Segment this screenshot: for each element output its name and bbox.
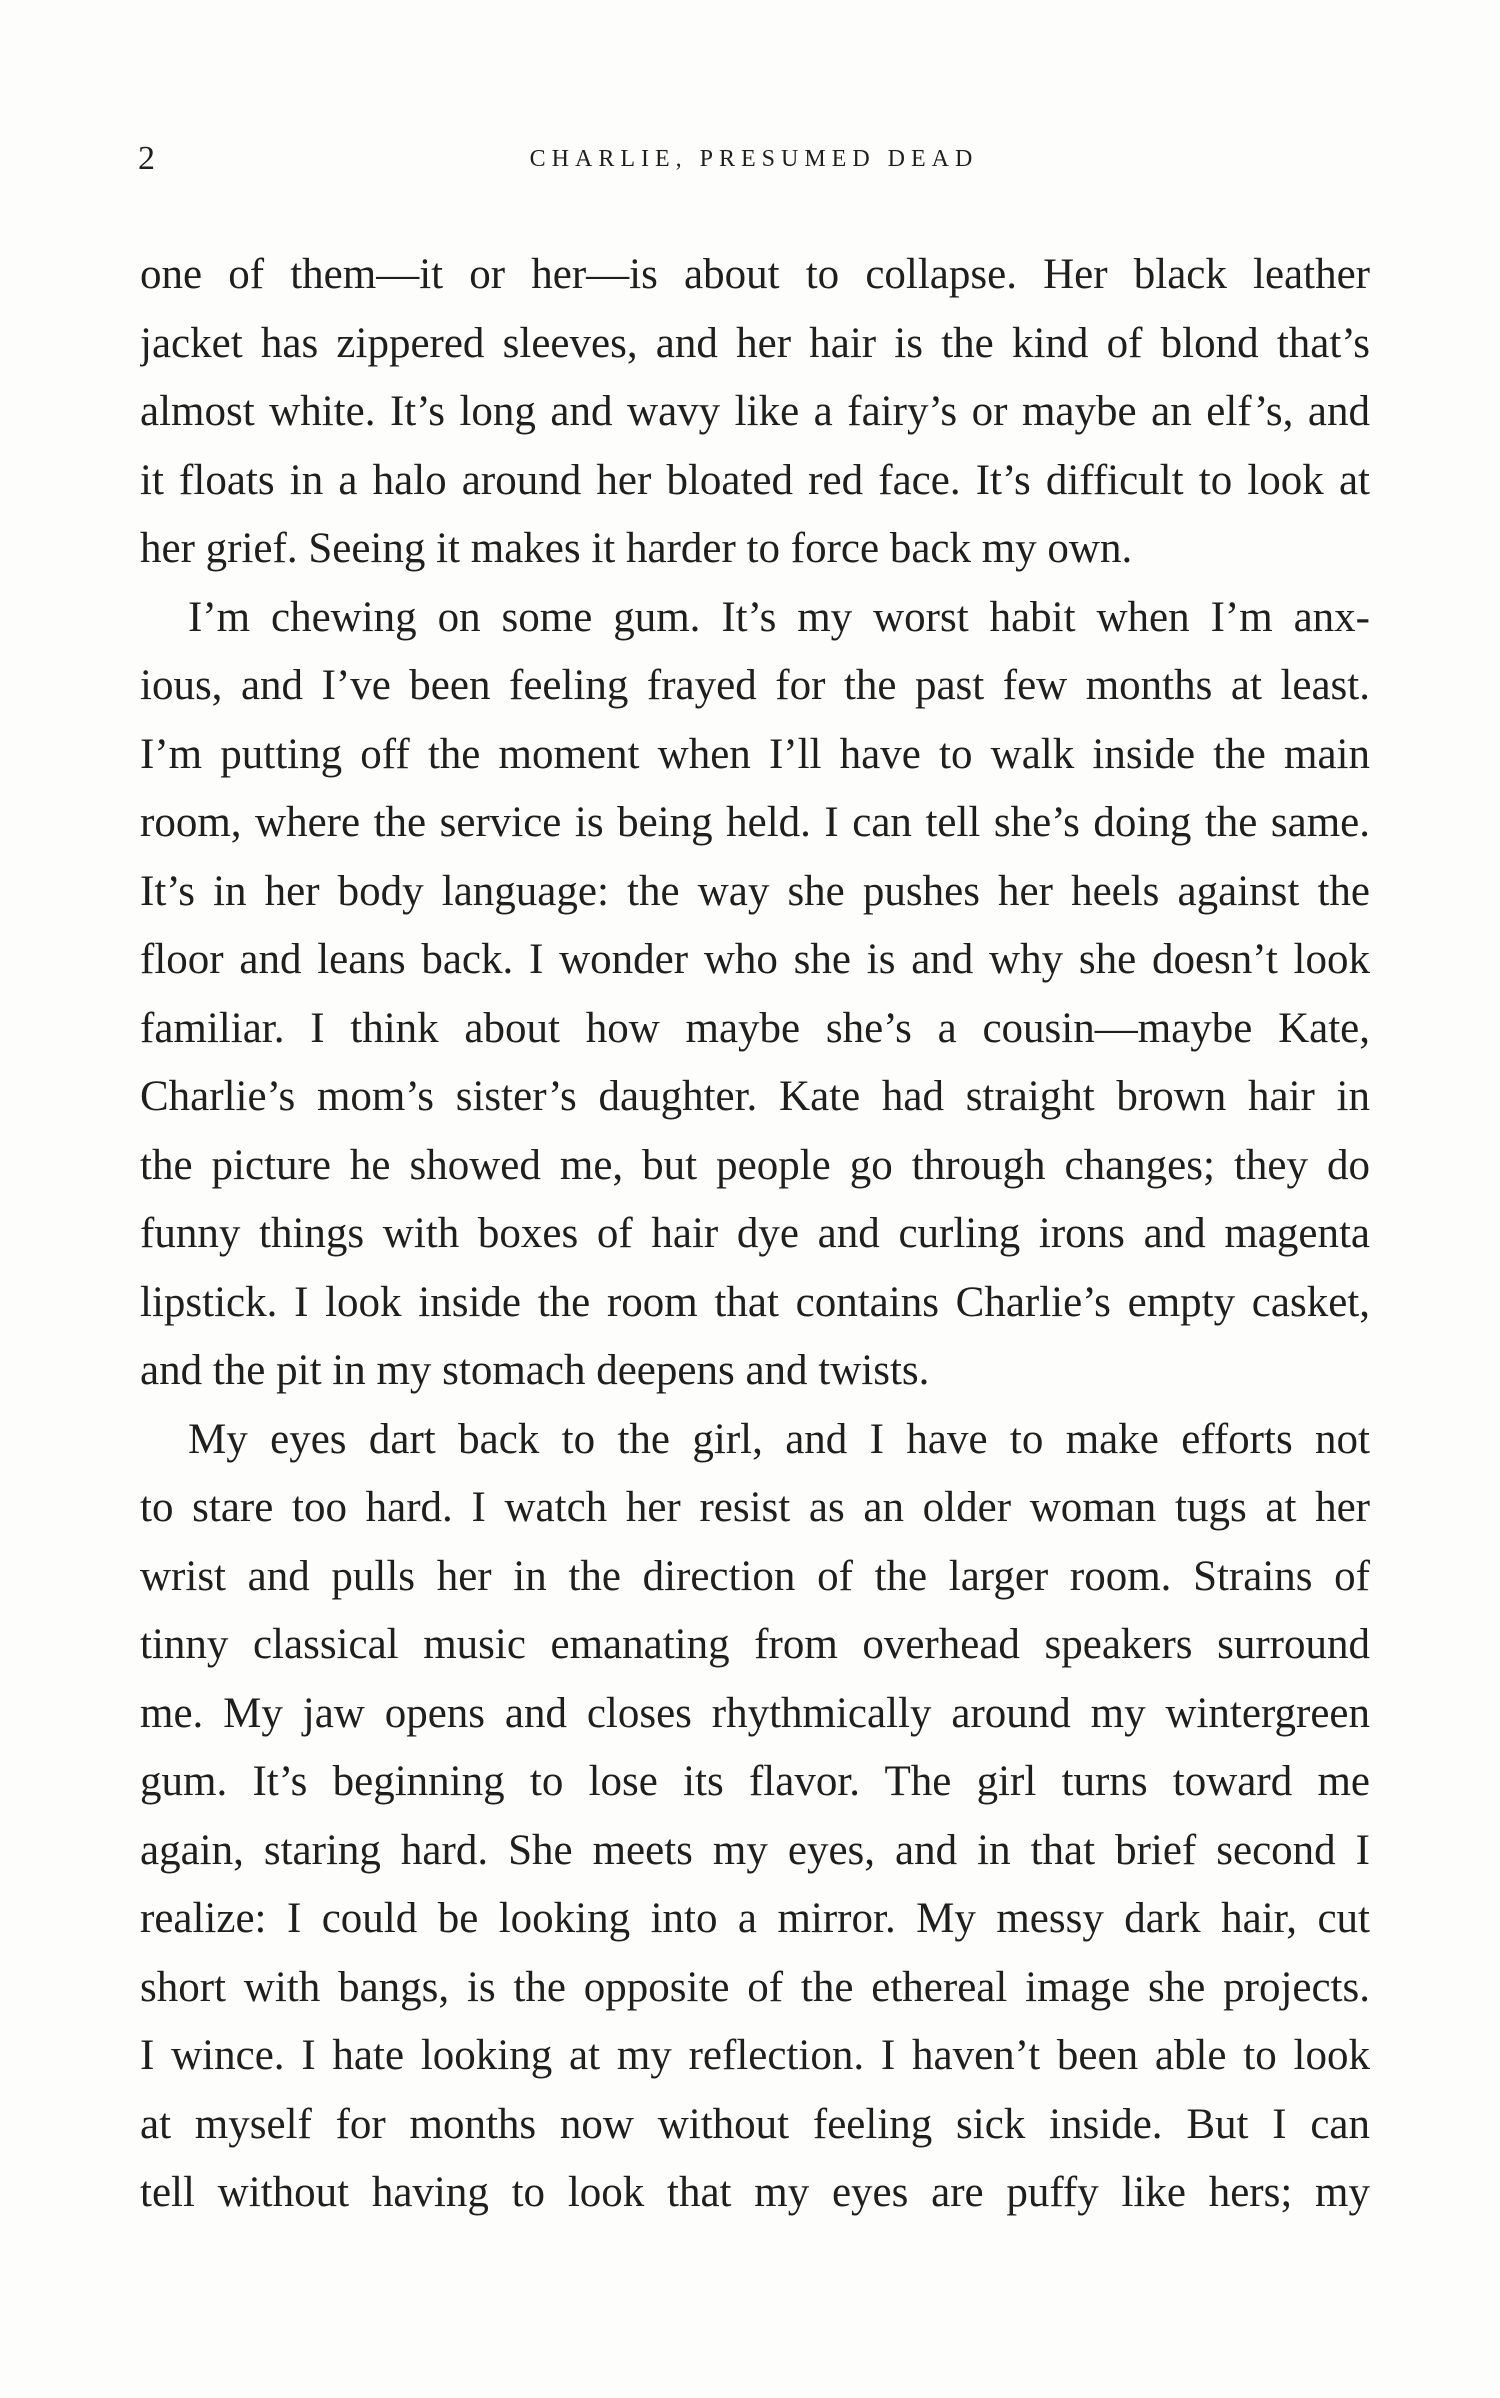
text-line: gum. It’s beginning to lose its flavor. The girl turns toward me xyxy=(140,1758,1370,1805)
text-line: My eyes dart back to the girl, and I have to make efforts not xyxy=(188,1415,1370,1463)
text-line: at myself for months now without feeling sick inside. But I can xyxy=(140,2100,1370,2148)
text-line: again, staring hard. She meets my eyes, and in that brief second I xyxy=(140,1826,1370,1874)
text-line: tinny classical music emanating from overhead speakers surround xyxy=(140,1621,1370,1668)
paragraph-3 xyxy=(140,1406,1370,2228)
running-title: CHARLIE, PRESUMED DEAD xyxy=(529,146,979,172)
text-line: to stare too hard. I watch her resist as an older woman tugs at her xyxy=(140,1484,1370,1531)
paragraph-2 xyxy=(140,584,1370,1406)
text-line: short with bangs, is the opposite of the ethereal image she projects. xyxy=(140,1963,1370,2011)
text-line: realize: I could be looking into a mirror. My messy dark hair, cut xyxy=(140,1895,1370,1942)
text-line: tell without having to look that my eyes are puffy like hers; my xyxy=(140,2169,1370,2216)
text-line: funny things with boxes of hair dye and curling irons and magenta xyxy=(140,1210,1370,1257)
paragraph-1 xyxy=(140,241,1370,584)
text-line: familiar. I think about how maybe she’s a cousin—maybe Kate, xyxy=(140,1004,1370,1052)
text-line: floor and leans back. I wonder who she is and why she doesn’t look xyxy=(140,936,1370,983)
text-line: and the pit in my stomach deepens and twists. xyxy=(140,1347,930,1394)
text-line: Charlie’s mom’s sister’s daughter. Kate had straight brown hair in xyxy=(140,1073,1370,1120)
page-header xyxy=(138,134,1370,184)
text-line: I’m putting off the moment when I’ll have to walk inside the main xyxy=(140,730,1370,778)
text-line: wrist and pulls her in the direction of the larger room. Strains of xyxy=(140,1552,1370,1600)
text-line: room, where the service is being held. I can tell she’s doing the same. xyxy=(140,799,1370,846)
text-line: it floats in a halo around her bloated red face. It’s difficult to look at xyxy=(140,456,1370,504)
text-line: ious, and I’ve been feeling frayed for the past few months at least. xyxy=(140,662,1370,709)
text-line: her grief. Seeing it makes it harder to force back my own. xyxy=(140,525,1133,572)
body-text xyxy=(140,241,1370,2228)
page-number: 2 xyxy=(138,140,155,177)
text-line: lipstick. I look inside the room that contains Charlie’s empty casket, xyxy=(140,1278,1370,1326)
text-line: almost white. It’s long and wavy like a fairy’s or maybe an elf’s, and xyxy=(140,388,1370,435)
text-line: I’m chewing on some gum. It’s my worst habit when I’m anx- xyxy=(188,593,1370,641)
text-line: me. My jaw opens and closes rhythmically around my wintergreen xyxy=(140,1689,1370,1737)
text-line: It’s in her body language: the way she pushes her heels against the xyxy=(140,867,1370,915)
text-line: I wince. I hate looking at my reflection. I haven’t been able to look xyxy=(140,2032,1370,2079)
text-line: the picture he showed me, but people go through changes; they do xyxy=(140,1141,1370,1189)
text-line: one of them—it or her—is about to collapse. Her black leather xyxy=(140,251,1370,298)
text-line: jacket has zippered sleeves, and her hair is the kind of blond that’s xyxy=(140,319,1370,367)
